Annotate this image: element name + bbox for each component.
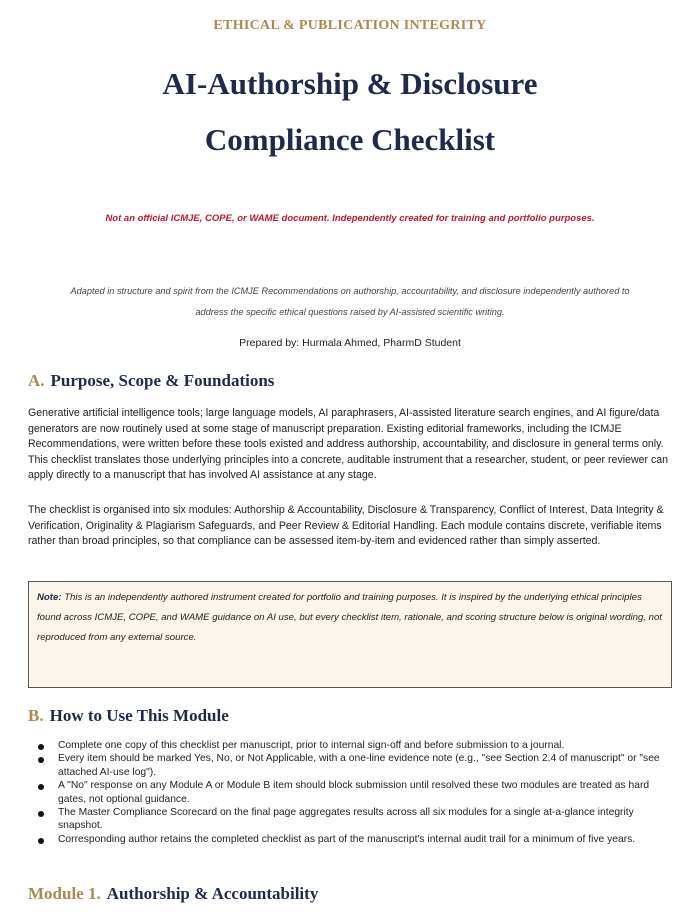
note-box: [28, 581, 672, 688]
module-1-heading: [28, 884, 318, 904]
adapted-line-1: Adapted in structure and spirit from the ICMJE Recommendations on authorship, accountability, and disclosure independently authored to: [70, 286, 630, 296]
section-a-paragraph-2: The checklist is organised into six modules: Authorship & Accountability, Disclosure & Transparency, Conflict of Interest, Data Integrity & Verification, Originality & Plagiarism Safeguards, and Peer Review & Editorial Handling. Each module contains discrete, verifiable items rather than broad principles, so that compliance can be assessed item-by-item and evidenced rather than simply asserted.: [28, 504, 664, 548]
document-kicker: ETHICAL & PUBLICATION INTEGRITY: [213, 18, 487, 33]
list-item: [28, 739, 676, 752]
adapted-line-2: address the specific ethical questions raised by AI-assisted scientific writing.: [195, 307, 505, 317]
list-item-text: Every item should be marked Yes, No, or Not Applicable, with a one-line evidence note (e.g., "see Section 2.4 of manuscript" or "see attached AI-use log").: [58, 753, 660, 778]
usage-bullet-list: [28, 739, 676, 846]
list-item: [28, 833, 676, 846]
list-item: [28, 806, 676, 833]
bullet-icon: [38, 784, 44, 790]
note-text: This is an independently authored instrument created for portfolio and training purposes. It is inspired by the underlying ethical principles found across ICMJE, COPE, and WAME guidance on AI use, but every checklist item, rationale, and scoring structure below is original wording, not reproduced from any external source.: [37, 592, 662, 643]
section-a-heading: [28, 371, 274, 391]
list-item: [28, 779, 676, 806]
section-a-title: Purpose, Scope & Foundations: [50, 371, 275, 390]
list-item-text: The Master Compliance Scorecard on the final page aggregates results across all six modules for a single at-a-glance integrity snapshot.: [58, 807, 634, 832]
list-item-text: Corresponding author retains the completed checklist as part of the manuscript's internal audit trail for a minimum of five years.: [58, 833, 636, 845]
list-item-text: A "No" response on any Module A or Module B item should block submission until resolved these two modules are treated as hard gates, not optional guidance.: [58, 780, 650, 805]
module-1-title: Authorship & Accountability: [106, 884, 319, 903]
module-1-number: Module 1.: [28, 884, 101, 903]
document-title: [0, 56, 700, 168]
adapted-note: [30, 281, 670, 323]
bullet-icon: [38, 757, 44, 763]
list-item-text: Complete one copy of this checklist per manuscript, prior to internal sign-off and before submission to a journal.: [58, 740, 565, 751]
title-line-2: Compliance Checklist: [204, 122, 496, 157]
section-b-letter: B.: [28, 706, 44, 725]
bullet-icon: [38, 744, 44, 750]
disclaimer-text: Not an official ICMJE, COPE, or WAME document. Independently created for training and portfolio purposes.: [105, 213, 595, 224]
prepared-by: Prepared by: Hurmala Ahmed, PharmD Student: [239, 337, 461, 349]
section-b-heading: [28, 706, 229, 726]
bullet-icon: [38, 838, 44, 844]
bullet-icon: [38, 811, 44, 817]
section-a-paragraph-1: Generative artificial intelligence tools; large language models, AI paraphrasers, AI-assisted literature search engines, and AI figure/data generators are now routinely used at some stage of manuscript preparation. Existing editorial frameworks, including the ICMJE Recommendations, were written before these tools existed and address authorship, accountability, and disclosure in general terms only. This checklist translates those underlying principles into a concrete, auditable instrument that a researcher, student, or peer reviewer can apply directly to a manuscript that has involved AI assistance at any stage.: [28, 407, 669, 482]
title-line-1: AI-Authorship & Disclosure: [162, 66, 538, 101]
section-b-title: How to Use This Module: [49, 706, 229, 725]
list-item: [28, 752, 676, 779]
note-label: Note:: [37, 592, 62, 603]
section-a-letter: A.: [28, 371, 45, 390]
